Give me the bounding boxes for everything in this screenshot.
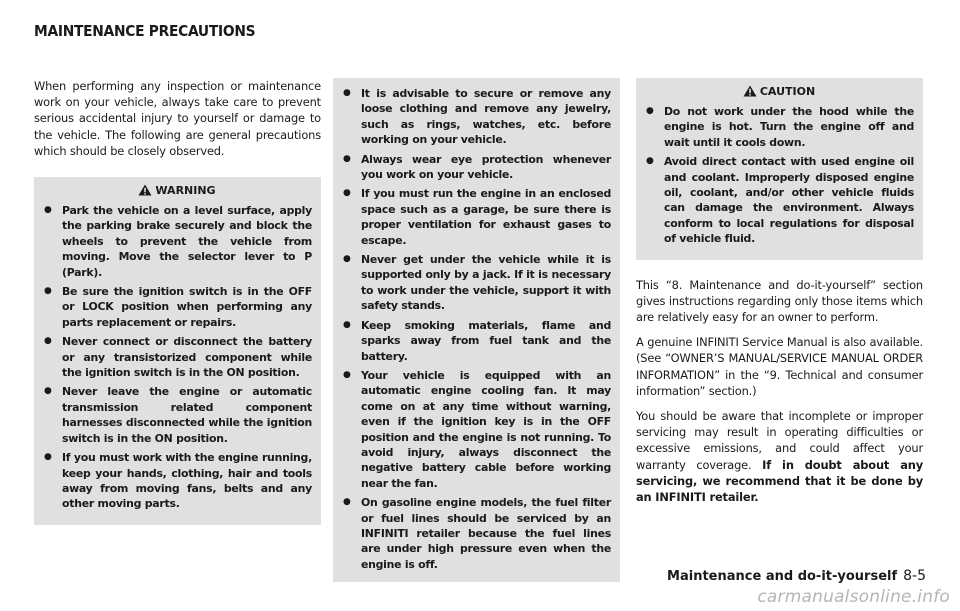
warning-triangle-icon bbox=[138, 184, 152, 196]
caution-item: ● Avoid direct contact with used engine oil and coolant. Improperly disposed engine oil, coolant, and/or other vehicle fluids can damage the environment. Always conform to local regulations for disposal of vehicle fluid. bbox=[646, 155, 914, 246]
warning-item: ● Be sure the ignition switch is in the OFF or LOCK position when performing any parts replacement or repairs. bbox=[44, 285, 312, 329]
precaution-item: ● If you must run the engine in an enclosed space such as a garage, be sure there is proper ventilation for exhaust gases to escape. bbox=[343, 187, 611, 247]
column-left bbox=[34, 78, 321, 525]
bullet-icon: ● bbox=[44, 286, 52, 297]
bullet-icon: ● bbox=[44, 336, 52, 347]
retailer-recommendation: If in doubt about any servicing, we recommend that it be done by an INFINITI retailer. bbox=[636, 457, 923, 505]
bullet-icon: ● bbox=[646, 156, 654, 167]
precaution-item: ● Keep smoking materials, flame and sparks away from fuel tank and the battery. bbox=[343, 318, 611, 363]
bullet-icon: ● bbox=[343, 254, 351, 265]
service-manual-paragraph: A genuine INFINITI Service Manual is also available. (See “OWNER’S MANUAL/SERVICE MANUAL ORDER INFORMATION” in the “9. Technical and consumer information” section.) bbox=[636, 335, 923, 398]
watermark: carmanualsonline.info bbox=[757, 587, 950, 607]
warning-item: ● Never connect or disconnect the battery or any transistorized component while the ignition switch is in the ON position. bbox=[44, 335, 312, 380]
precaution-item: ● Never get under the vehicle while it is supported only by a jack. If it is necessary to work under the vehicle, support it with safety stands. bbox=[343, 253, 611, 313]
precaution-item: ● It is advisable to secure or remove any loose clothing and remove any jewelry, such as rings, watches, etc. before working on your vehicle. bbox=[343, 87, 611, 147]
warning-box bbox=[34, 177, 321, 525]
bullet-icon: ● bbox=[646, 106, 654, 116]
page-footer bbox=[667, 568, 926, 584]
bullet-icon: ● bbox=[343, 319, 351, 330]
bullet-icon: ● bbox=[343, 188, 351, 199]
bullet-icon: ● bbox=[343, 88, 351, 98]
intro-paragraph: When performing any inspection or maintenance work on your vehicle, always take care to prevent serious accidental injury to yourself or damage to the vehicle. The following are general precautions which should be closely observed. bbox=[34, 79, 321, 158]
bullet-icon: ● bbox=[343, 369, 351, 380]
caution-item: ● Do not work under the hood while the engine is hot. Turn the engine off and wait until it cools down. bbox=[646, 105, 914, 149]
page-number: 8-5 bbox=[903, 568, 926, 584]
section-scope-paragraph: This “8. Maintenance and do-it-yourself” section gives instructions regarding only those items which are relatively easy for an owner to perform. bbox=[636, 277, 923, 325]
precaution-item: ● Your vehicle is equipped with an automatic engine cooling fan. It may come on at any time without warning, even if the ignition key is in the OFF position and the engine is not running. To avoid injury, always disconnect the negative battery cable before working near the fan. bbox=[343, 368, 611, 490]
page-title: MAINTENANCE PRECAUTIONS bbox=[34, 22, 256, 40]
warning-item: ● If you must work with the engine running, keep your hands, clothing, hair and tools away from moving fans, belts and any other moving parts. bbox=[44, 451, 312, 511]
caution-triangle-icon bbox=[743, 85, 757, 97]
warranty-paragraph: You should be aware that incomplete or improper servicing may result in operating difficulties or excessive emissions, and could affect your warranty coverage. If in doubt about any servicing, we recommend that it be done by an INFINITI retailer. bbox=[636, 409, 923, 505]
column-right bbox=[636, 78, 923, 514]
caution-heading: CAUTION bbox=[759, 84, 816, 98]
footer-section-name: Maintenance and do-it-yourself bbox=[667, 569, 898, 584]
warning-heading: WARNING bbox=[155, 183, 216, 197]
precaution-item: ● Always wear eye protection whenever you work on your vehicle. bbox=[343, 152, 611, 182]
bullet-icon: ● bbox=[343, 153, 351, 164]
column-middle bbox=[333, 78, 620, 582]
bullet-icon: ● bbox=[44, 386, 52, 397]
warning-header bbox=[42, 177, 312, 203]
caution-header bbox=[644, 78, 914, 104]
warning-item: ● Never leave the engine or automatic transmission related component harnesses disconnected while the ignition switch is in the ON position. bbox=[44, 385, 312, 445]
bullet-icon: ● bbox=[44, 205, 52, 216]
warning-item: ● Park the vehicle on a level surface, apply the parking brake securely and block the wheels to prevent the vehicle from moving. Move the selector lever to P (Park). bbox=[44, 204, 312, 279]
general-precautions-box bbox=[333, 78, 620, 582]
bullet-icon: ● bbox=[44, 452, 52, 463]
bullet-icon: ● bbox=[343, 497, 351, 508]
caution-box bbox=[636, 78, 923, 260]
precaution-item: ● On gasoline engine models, the fuel filter or fuel lines should be serviced by an INFINITI retailer because the fuel lines are under high pressure even when the engine is off. bbox=[343, 496, 611, 571]
